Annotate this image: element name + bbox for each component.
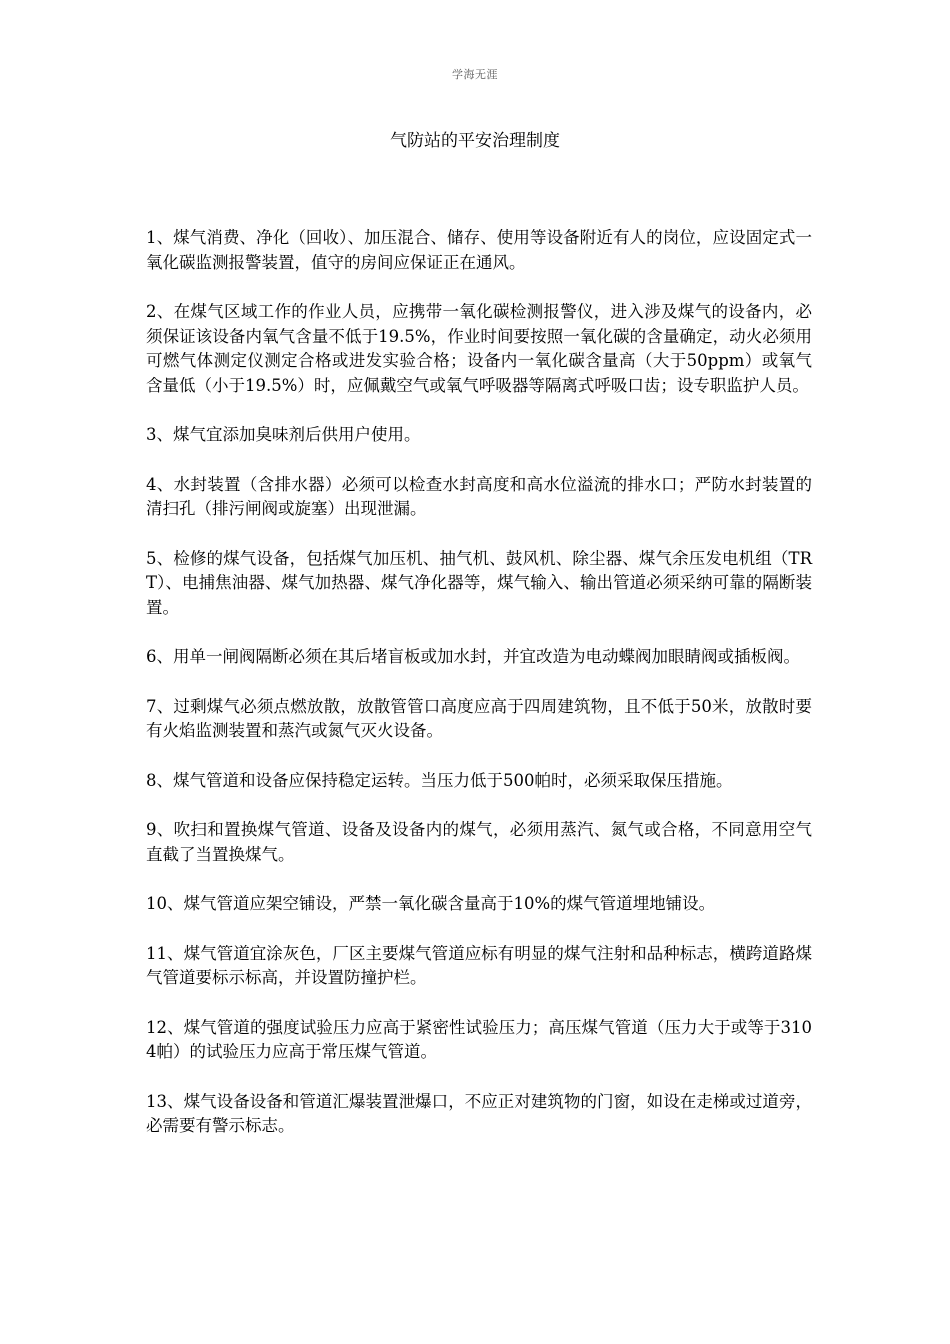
document-title: 气防站的平安治理制度 (390, 131, 560, 151)
paragraph-12: 12、煤气管道的强度试验压力应高于紧密性试验压力；高压煤气管道（压力大于或等于3104帕）的试验压力应高于常压煤气管道。 (146, 1017, 812, 1061)
paragraph-6: 6、用单一闸阀隔断必须在其后堵盲板或加水封，并宜改造为电动蝶阀加眼睛阀或插板阀。 (146, 647, 800, 666)
paragraph-13: 13、煤气设备设备和管道汇爆装置泄爆口，不应正对建筑物的门窗，如设在走梯或过道旁，必需要有警示标志。 (146, 1091, 812, 1135)
paragraph-8: 8、煤气管道和设备应保持稳定运转。当压力低于500帕时，必须采取保压措施。 (146, 770, 733, 790)
paragraph-10: 10、煤气管道应架空铺设，严禁一氧化碳含量高于10%的煤气管道埋地铺设。 (146, 894, 716, 913)
paragraph-1: 1、煤气消费、净化（回收）、加压混合、储存、使用等设备附近有人的岗位，应设固定式一氧化碳监测报警装置，值守的房间应保证正在通风。 (146, 228, 812, 272)
paragraph-7: 7、过剩煤气必须点燃放散，放散管管口高度应高于四周建筑物，且不低于50米，放散时要有火焰监测装置和蒸汽或氮气灭火设备。 (146, 696, 812, 740)
paragraph-2: 2、在煤气区域工作的作业人员，应携带一氧化碳检测报警仪，进入涉及煤气的设备内，必须保证该设备内氧气含量不低于19.5%，作业时间要按照一氧化碳的含量确定，动火必须用可燃气体测定仪测定合格或进发实验合格；设备内一氧化碳含量高（大于50ppm）或氧气含量低（小于19.5%）时，应佩戴空气或氧气呼吸器等隔离式呼吸口齿；设专职监护人员。 (146, 302, 812, 395)
paragraph-5: 5、检修的煤气设备，包括煤气加压机、抽气机、鼓风机、除尘器、煤气余压发电机组（TRT）、电捕焦油器、煤气加热器、煤气净化器等，煤气输入、输出管道必须采纳可靠的隔断装置。 (146, 548, 812, 617)
paragraph-11: 11、煤气管道宜涂灰色，厂区主要煤气管道应标有明显的煤气注射和品种标志，横跨道路煤气管道要标示标高，并设置防撞护栏。 (146, 943, 812, 987)
paragraph-4: 4、水封装置（含排水器）必须可以检查水封高度和高水位溢流的排水口；严防水封装置的清扫孔（排污闸阀或旋塞）出现泄漏。 (146, 474, 812, 518)
document-body (146, 226, 812, 1164)
paragraph-3: 3、煤气宜添加臭味剂后供用户使用。 (146, 425, 421, 444)
page-header: 学海无涯 (452, 68, 498, 81)
paragraph-9: 9、吹扫和置换煤气管道、设备及设备内的煤气，必须用蒸汽、氮气或合格，不同意用空气直截了当置换煤气。 (146, 820, 812, 864)
